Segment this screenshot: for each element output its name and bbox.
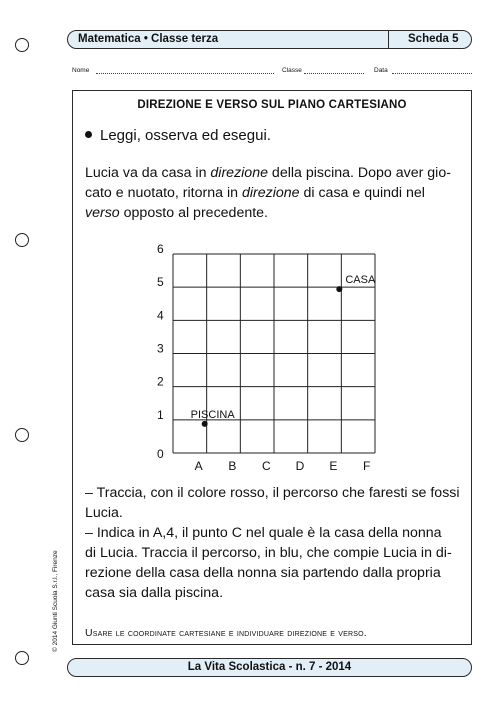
- story-text: della piscina. Dopo aver gio-: [267, 165, 451, 181]
- y-axis-label: 1: [157, 407, 164, 422]
- footer-bar: [67, 658, 472, 677]
- story-text: di casa e quindi nel: [299, 185, 425, 201]
- grid-point: [336, 286, 342, 292]
- grid-point: [202, 421, 208, 427]
- story-text: opposto al precedente.: [119, 205, 268, 221]
- task-1-line: – Traccia, con il colore rosso, il percorso che faresti se fossi: [85, 485, 460, 501]
- grid-points: [191, 274, 376, 427]
- teacher-note: Usare le coordinate cartesiane e individuare direzione e verso.: [85, 627, 367, 639]
- x-axis-label: C: [262, 459, 271, 473]
- task-2-line: – Indica in A,4, il punto C nel quale è la casa della nonna: [85, 525, 442, 541]
- grid-labels: [157, 242, 370, 473]
- name-label: Nome: [72, 67, 90, 74]
- story-text: Lucia va da casa in: [85, 165, 211, 181]
- x-axis-label: F: [363, 459, 371, 473]
- grid-point-label: CASA: [345, 274, 376, 287]
- y-axis-label: 4: [157, 308, 164, 323]
- y-axis-label: 3: [157, 341, 164, 356]
- story-emphasis: direzione: [210, 165, 268, 181]
- task-2-line: rezione della casa della nonna sia partendo dalla propria: [85, 565, 441, 581]
- task-2-line: di Lucia. Traccia il percorso, in blu, che compie Lucia in di-: [85, 545, 452, 561]
- y-axis-label: 2: [157, 374, 164, 389]
- story-text: cato e nuotato, ritorna in: [85, 185, 242, 201]
- copyright-text: © 2014 Giunti Scuola S.r.l., Firenze: [52, 550, 59, 652]
- story-emphasis: direzione: [241, 185, 300, 201]
- y-axis-label: 6: [157, 242, 164, 256]
- y-axis-label: 0: [157, 447, 164, 461]
- story-emphasis: verso: [85, 205, 120, 221]
- y-axis-label: 5: [157, 275, 164, 290]
- x-axis-label: A: [194, 459, 203, 473]
- date-label: Data: [374, 67, 388, 74]
- x-axis-label: E: [329, 459, 338, 473]
- x-axis-label: B: [228, 459, 237, 473]
- x-axis-label: D: [295, 459, 305, 473]
- footer-text: La Vita Scolastica - n. 7 - 2014: [187, 661, 352, 673]
- grid-point-label: PISCINA: [190, 408, 235, 421]
- class-label: Classe: [282, 67, 302, 74]
- sheet-label: Scheda 5: [408, 33, 459, 45]
- instruction-text: Leggi, osserva ed esegui.: [100, 127, 271, 144]
- task-2-line: casa sia dalla piscina.: [85, 585, 224, 601]
- exercise-title: DIREZIONE E VERSO SUL PIANO CARTESIANO: [137, 99, 407, 111]
- subject-label: Matematica • Classe terza: [78, 33, 219, 45]
- task-1-line: Lucia.: [85, 505, 123, 521]
